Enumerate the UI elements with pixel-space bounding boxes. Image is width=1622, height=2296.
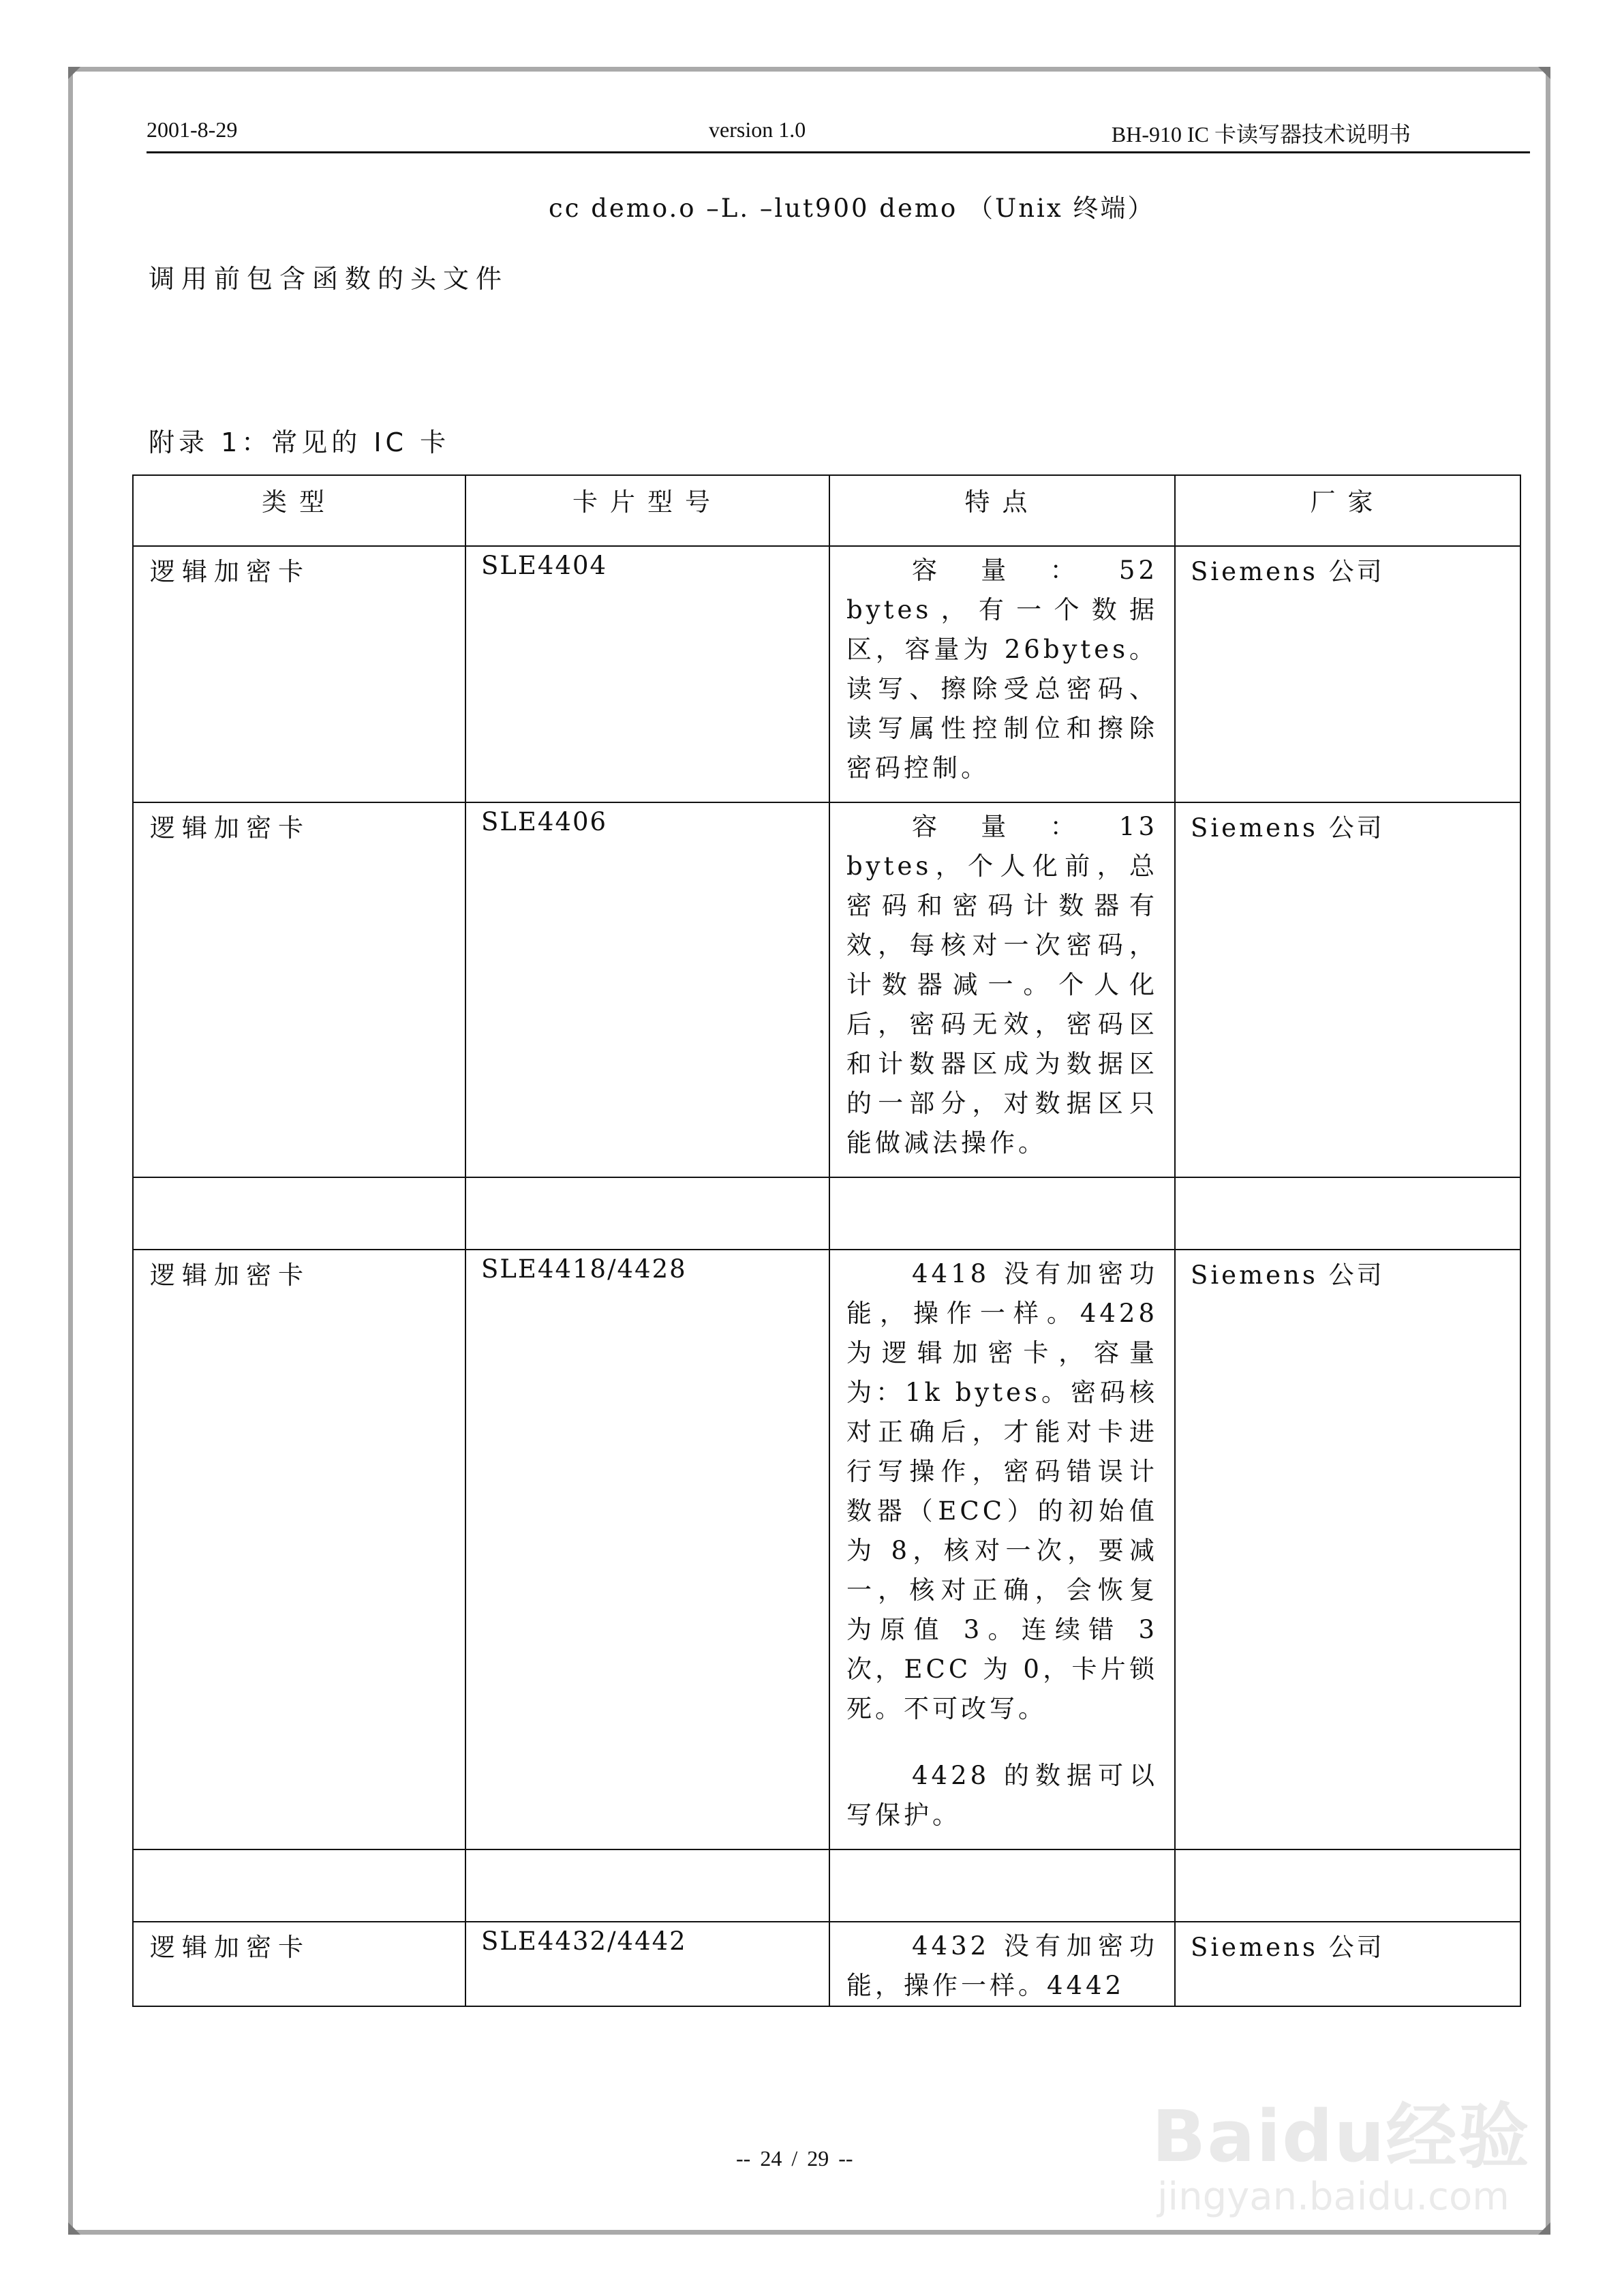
cell-model: SLE4432/4442 — [465, 1922, 829, 2006]
empty-cell — [829, 1177, 1175, 1250]
cell-type: 逻辑加密卡 — [133, 546, 465, 802]
feature-paragraph: 4428 的数据可以写保护。 — [846, 1761, 1158, 1830]
table-row — [133, 1922, 1520, 2006]
empty-cell — [465, 1849, 829, 1922]
cell-type: 逻辑加密卡 — [133, 802, 465, 1177]
baidu-watermark — [1152, 2079, 1533, 2236]
cell-features — [829, 546, 1175, 802]
cell-maker: Siemens 公司 — [1175, 802, 1520, 1177]
corner-ornament — [1538, 67, 1550, 79]
appendix-title: 附录 1：常见的 IC 卡 — [149, 427, 450, 457]
cell-type: 逻辑加密卡 — [133, 1922, 465, 2006]
header-doc-title: BH-910 IC 卡读写器技术说明书 — [1111, 122, 1411, 147]
table-row — [133, 1250, 1520, 1849]
cell-maker: Siemens 公司 — [1175, 1922, 1520, 2006]
corner-ornament — [68, 2222, 80, 2235]
column-header-type: 类型 — [133, 475, 465, 546]
watermark-url: jingyan.baidu.com — [1157, 2175, 1510, 2219]
empty-cell — [133, 1177, 465, 1250]
cell-model: SLE4406 — [465, 802, 829, 1177]
page-number: -- 24 / 29 -- — [736, 2146, 853, 2171]
corner-ornament — [1538, 2222, 1550, 2235]
column-header-maker: 厂家 — [1175, 475, 1520, 546]
cell-maker: Siemens 公司 — [1175, 1250, 1520, 1849]
compile-command-line: cc demo.o –L. –lut900 demo （Unix 终端） — [549, 194, 1155, 223]
column-header-model: 卡片型号 — [465, 475, 829, 546]
feature-paragraph: 容量：52 bytes，有一个数据区，容量为 26bytes。读写、擦除受总密码、读写属性控制位和擦除密码控制。 — [846, 556, 1158, 783]
cell-type: 逻辑加密卡 — [133, 1250, 465, 1849]
header-version: version 1.0 — [709, 117, 806, 142]
empty-table-row — [133, 1849, 1520, 1922]
table-header-row — [133, 475, 1520, 546]
feature-paragraph: 4432 没有加密功能，操作一样。4442 — [846, 1931, 1158, 2000]
empty-cell — [133, 1849, 465, 1922]
header-date: 2001-8-29 — [147, 117, 238, 142]
empty-cell — [1175, 1849, 1520, 1922]
cell-features — [829, 1250, 1175, 1849]
cell-model: SLE4418/4428 — [465, 1250, 829, 1849]
table-row — [133, 802, 1520, 1177]
page-header — [147, 117, 1530, 153]
cell-features — [829, 802, 1175, 1177]
cell-model: SLE4404 — [465, 546, 829, 802]
ic-card-table — [132, 474, 1521, 2007]
empty-table-row — [133, 1177, 1520, 1250]
empty-cell — [1175, 1177, 1520, 1250]
corner-ornament — [68, 67, 80, 79]
empty-cell — [465, 1177, 829, 1250]
feature-paragraph: 4418 没有加密功能，操作一样。4428 为逻辑加密卡，容量为：1k bytes。密码核对正确后，才能对卡进行写操作，密码错误计数器（ECC）的初始值为 8，核对一次，要减一，核对正确，会恢复为原值 3。连续错 3 次，ECC 为 0，卡片锁死。不可改写。 — [846, 1259, 1158, 1723]
feature-paragraph: 容量：13 bytes，个人化前，总密码和密码计数器有效，每核对一次密码，计数器减一。个人化后，密码无效，密码区和计数器区成为数据区的一部分，对数据区只能做减法操作。 — [846, 812, 1158, 1158]
cell-maker: Siemens 公司 — [1175, 546, 1520, 802]
empty-cell — [829, 1849, 1175, 1922]
table-row — [133, 546, 1520, 802]
baidu-logo-icon: Baidu经验 — [1152, 2095, 1531, 2178]
include-note: 调用前包含函数的头文件 — [149, 264, 509, 294]
column-header-features: 特点 — [829, 475, 1175, 546]
cell-features — [829, 1922, 1175, 2006]
